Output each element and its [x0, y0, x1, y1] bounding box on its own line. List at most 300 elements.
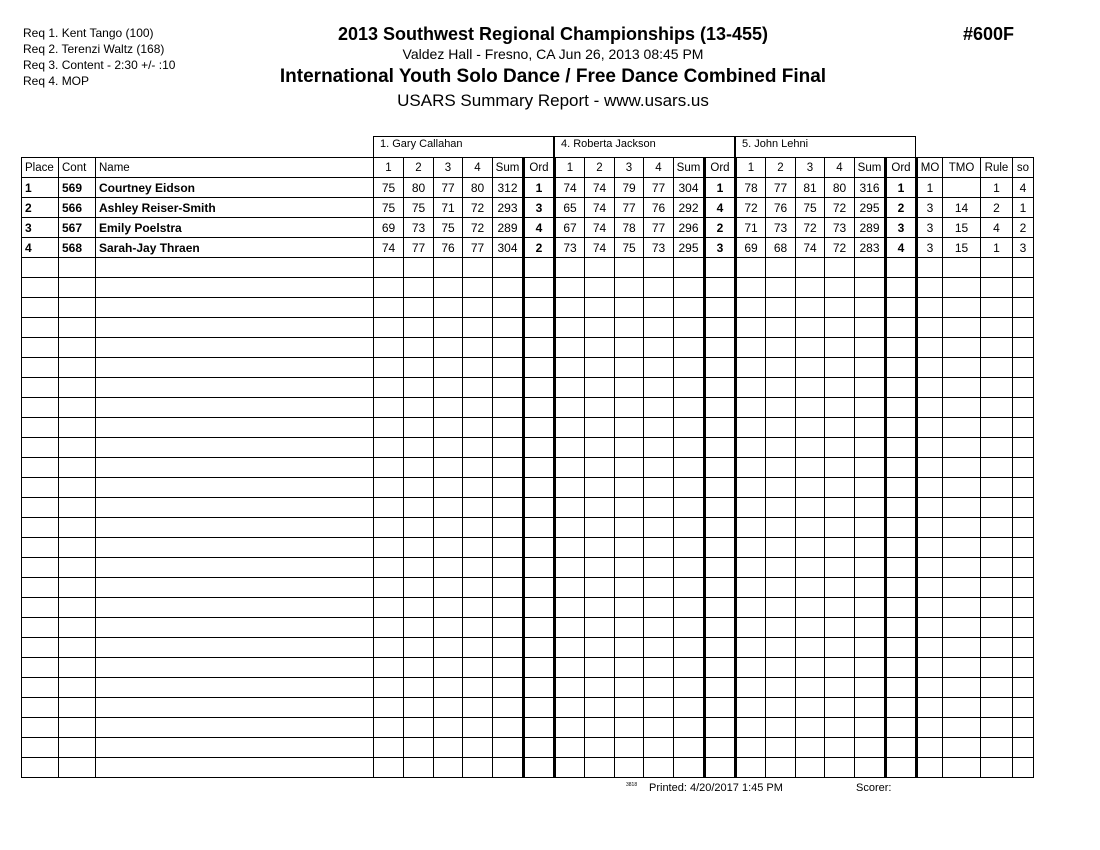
judge1-score-cell: [463, 438, 493, 458]
name-cell: Sarah-Jay Thraen: [96, 238, 374, 258]
judge2-score-cell: [674, 298, 705, 318]
judge3-score-cell: [825, 478, 855, 498]
tail-cell-0: [917, 618, 943, 638]
tail-cell-0: [917, 458, 943, 478]
judge1-score-cell: [434, 298, 463, 318]
requirement-1: Req 1. Kent Tango (100): [23, 26, 154, 40]
tail-cell-0: [917, 378, 943, 398]
table-row: [22, 318, 1034, 338]
judge2-score-cell: [615, 518, 644, 538]
judge1-score-cell: 77: [404, 238, 434, 258]
table-row: [22, 258, 1034, 278]
judge1-score-cell: 71: [434, 198, 463, 218]
tail-cell-3: 2: [1013, 218, 1034, 238]
judge3-score-cell: [825, 698, 855, 718]
judge3-score-cell: [855, 658, 886, 678]
judge3-score-cell: [825, 658, 855, 678]
judge3-score-cell: [886, 458, 917, 478]
name-cell: [96, 458, 374, 478]
judge1-score-cell: [404, 298, 434, 318]
judge1-score-cell: [404, 718, 434, 738]
judge1-score-cell: [374, 258, 404, 278]
tail-cell-3: [1013, 718, 1034, 738]
place-cell: [22, 478, 59, 498]
competition-title: 2013 Southwest Regional Championships (13-455): [337, 24, 769, 44]
judge2-score-cell: [644, 338, 674, 358]
cont-cell: [59, 678, 96, 698]
col-header-judge1-1: 2: [404, 158, 434, 178]
judge1-score-cell: [374, 378, 404, 398]
judge3-score-cell: [825, 618, 855, 638]
judge-1-header: 1. Gary Callahan: [373, 136, 554, 157]
judge3-score-cell: [736, 398, 766, 418]
judge3-score-cell: 71: [736, 218, 766, 238]
judge3-score-cell: [736, 298, 766, 318]
place-cell: [22, 598, 59, 618]
name-cell: [96, 618, 374, 638]
tail-cell-3: [1013, 278, 1034, 298]
judge2-score-cell: 295: [674, 238, 705, 258]
judge2-score-cell: [644, 618, 674, 638]
judge1-score-cell: [434, 538, 463, 558]
name-cell: [96, 518, 374, 538]
col-header-judge1-2: 3: [434, 158, 463, 178]
judge3-score-cell: [855, 478, 886, 498]
judge2-score-cell: [674, 618, 705, 638]
judge3-score-cell: 69: [736, 238, 766, 258]
judge1-score-cell: 289: [493, 218, 524, 238]
judge1-score-cell: [493, 458, 524, 478]
judge3-score-cell: [766, 478, 796, 498]
judge3-score-cell: [736, 278, 766, 298]
judge2-score-cell: [705, 498, 736, 518]
judge1-score-cell: [524, 598, 555, 618]
judge3-score-cell: [736, 758, 766, 778]
tail-cell-1: [943, 398, 981, 418]
tail-cell-2: [981, 358, 1013, 378]
judge1-score-cell: [404, 378, 434, 398]
judge3-score-cell: 289: [855, 218, 886, 238]
tail-cell-3: [1013, 458, 1034, 478]
name-cell: [96, 578, 374, 598]
judge1-score-cell: [374, 598, 404, 618]
judge2-score-cell: [555, 498, 585, 518]
judge2-score-cell: [674, 258, 705, 278]
judge2-score-cell: [555, 478, 585, 498]
judge-3-header: 5. John Lehni: [735, 136, 916, 157]
tail-cell-3: [1013, 478, 1034, 498]
judge3-score-cell: [825, 458, 855, 478]
judge1-score-cell: [463, 598, 493, 618]
judge1-score-cell: [463, 718, 493, 738]
judge3-score-cell: [886, 738, 917, 758]
judge3-score-cell: [736, 438, 766, 458]
judge1-score-cell: 72: [463, 218, 493, 238]
judge2-score-cell: [585, 318, 615, 338]
judge1-score-cell: [493, 398, 524, 418]
judge2-score-cell: [705, 458, 736, 478]
judge2-score-cell: [705, 718, 736, 738]
judge1-score-cell: [493, 678, 524, 698]
judge3-score-cell: [766, 738, 796, 758]
judge3-score-cell: [855, 518, 886, 538]
judge3-score-cell: 74: [796, 238, 825, 258]
col-header-judge2-2: 3: [615, 158, 644, 178]
judge2-score-cell: [615, 558, 644, 578]
judge3-score-cell: [736, 478, 766, 498]
col-header-judge1-4: Sum: [493, 158, 524, 178]
judge3-score-cell: [855, 678, 886, 698]
judge2-score-cell: [705, 278, 736, 298]
judge1-score-cell: 76: [434, 238, 463, 258]
tail-cell-3: [1013, 538, 1034, 558]
judge1-score-cell: 293: [493, 198, 524, 218]
judge1-score-cell: [524, 378, 555, 398]
judge2-score-cell: [555, 358, 585, 378]
judge3-score-cell: [855, 498, 886, 518]
judge1-score-cell: [493, 298, 524, 318]
judge3-score-cell: [855, 418, 886, 438]
judge3-score-cell: [766, 338, 796, 358]
cont-cell: [59, 618, 96, 638]
judge1-score-cell: 75: [434, 218, 463, 238]
judge3-score-cell: [886, 718, 917, 738]
judge3-score-cell: 4: [886, 238, 917, 258]
judge1-score-cell: [374, 618, 404, 638]
name-cell: [96, 258, 374, 278]
judge3-score-cell: [825, 758, 855, 778]
judge3-score-cell: [766, 378, 796, 398]
judge1-score-cell: [524, 718, 555, 738]
judge3-score-cell: [886, 538, 917, 558]
judge2-score-cell: [585, 458, 615, 478]
tail-cell-1: 14: [943, 198, 981, 218]
judge1-score-cell: [404, 638, 434, 658]
judge2-score-cell: 2: [705, 218, 736, 238]
judge3-score-cell: [855, 338, 886, 358]
judge2-score-cell: [585, 698, 615, 718]
tail-cell-2: [981, 738, 1013, 758]
tail-cell-1: [943, 178, 981, 198]
judge3-score-cell: [825, 418, 855, 438]
judge2-score-cell: [674, 598, 705, 618]
name-cell: [96, 418, 374, 438]
judge2-score-cell: [585, 678, 615, 698]
judge1-score-cell: 1: [524, 178, 555, 198]
judge2-score-cell: 3: [705, 238, 736, 258]
judge3-score-cell: [736, 678, 766, 698]
table-row: [22, 378, 1034, 398]
judge1-score-cell: [434, 338, 463, 358]
table-row: [22, 338, 1034, 358]
table-row: [22, 518, 1034, 538]
judge3-score-cell: [736, 458, 766, 478]
cont-cell: [59, 358, 96, 378]
tail-cell-0: [917, 398, 943, 418]
judge1-score-cell: [493, 718, 524, 738]
judge1-score-cell: 2: [524, 238, 555, 258]
name-cell: Emily Poelstra: [96, 218, 374, 238]
judge1-score-cell: [463, 338, 493, 358]
tail-cell-1: [943, 618, 981, 638]
judge3-score-cell: [886, 498, 917, 518]
table-row: [22, 678, 1034, 698]
judge2-score-cell: [705, 258, 736, 278]
judge1-score-cell: [374, 578, 404, 598]
judge2-score-cell: [705, 658, 736, 678]
judge1-score-cell: 304: [493, 238, 524, 258]
place-cell: [22, 298, 59, 318]
tail-cell-0: [917, 318, 943, 338]
judge1-score-cell: [434, 658, 463, 678]
cont-cell: 568: [59, 238, 96, 258]
judge2-score-cell: [674, 358, 705, 378]
judge1-score-cell: [404, 698, 434, 718]
name-cell: [96, 658, 374, 678]
tail-cell-0: [917, 558, 943, 578]
judge1-score-cell: [463, 398, 493, 418]
judge2-score-cell: [644, 638, 674, 658]
judge1-score-cell: [493, 478, 524, 498]
judge3-score-cell: [796, 638, 825, 658]
tail-cell-1: [943, 558, 981, 578]
judge3-score-cell: [855, 638, 886, 658]
table-row: [22, 558, 1034, 578]
tail-cell-3: [1013, 398, 1034, 418]
judge2-score-cell: 74: [585, 178, 615, 198]
judge1-score-cell: [374, 318, 404, 338]
col-header-judge1-0: 1: [374, 158, 404, 178]
place-cell: 4: [22, 238, 59, 258]
judge1-score-cell: [374, 418, 404, 438]
judge1-score-cell: [524, 658, 555, 678]
col-header-judge2-5: Ord: [705, 158, 736, 178]
judge3-score-cell: [796, 558, 825, 578]
judge2-score-cell: [585, 298, 615, 318]
tail-cell-0: [917, 498, 943, 518]
table-row: [22, 738, 1034, 758]
judge2-score-cell: [674, 538, 705, 558]
judge3-score-cell: [825, 398, 855, 418]
tail-cell-1: [943, 738, 981, 758]
judge2-score-cell: [615, 538, 644, 558]
judge3-score-cell: [796, 278, 825, 298]
judge1-score-cell: [463, 638, 493, 658]
cont-cell: [59, 578, 96, 598]
table-row: [22, 478, 1034, 498]
judge2-score-cell: [644, 738, 674, 758]
name-cell: [96, 718, 374, 738]
judge1-score-cell: [374, 718, 404, 738]
judge3-score-cell: [796, 398, 825, 418]
judge2-score-cell: [615, 598, 644, 618]
cont-cell: [59, 318, 96, 338]
judge2-score-cell: [615, 358, 644, 378]
judge2-score-cell: 74: [585, 198, 615, 218]
judge3-score-cell: [825, 598, 855, 618]
judge2-score-cell: [585, 418, 615, 438]
judge2-score-cell: [705, 638, 736, 658]
judge1-score-cell: [434, 378, 463, 398]
judge2-score-cell: 74: [585, 218, 615, 238]
col-header-judge2-0: 1: [555, 158, 585, 178]
judge3-score-cell: [825, 278, 855, 298]
judge1-score-cell: [463, 258, 493, 278]
tail-cell-2: [981, 758, 1013, 778]
judge2-score-cell: [555, 258, 585, 278]
judge2-score-cell: [674, 478, 705, 498]
judge2-score-cell: [615, 718, 644, 738]
judge2-score-cell: [644, 438, 674, 458]
judge1-score-cell: [524, 298, 555, 318]
tail-cell-0: [917, 738, 943, 758]
judge2-score-cell: [615, 478, 644, 498]
judge2-score-cell: [705, 738, 736, 758]
judge1-score-cell: [404, 738, 434, 758]
place-cell: [22, 618, 59, 638]
judge2-score-cell: [555, 278, 585, 298]
name-cell: [96, 498, 374, 518]
judge2-score-cell: [585, 598, 615, 618]
judge1-score-cell: 74: [374, 238, 404, 258]
table-row: [22, 658, 1034, 678]
tail-cell-3: 1: [1013, 198, 1034, 218]
judge3-score-cell: 316: [855, 178, 886, 198]
place-cell: [22, 458, 59, 478]
tail-cell-1: [943, 358, 981, 378]
judge3-score-cell: [766, 358, 796, 378]
col-header-place: Place: [22, 158, 59, 178]
judge2-score-cell: [644, 698, 674, 718]
table-row: [22, 618, 1034, 638]
tail-cell-2: [981, 718, 1013, 738]
judge2-score-cell: [585, 578, 615, 598]
venue-line: Valdez Hall - Fresno, CA Jun 26, 2013 08:45 PM: [402, 46, 704, 62]
judge1-score-cell: [524, 638, 555, 658]
cont-cell: [59, 738, 96, 758]
tail-cell-0: 1: [917, 178, 943, 198]
col-header-judge1-3: 4: [463, 158, 493, 178]
tail-cell-1: [943, 658, 981, 678]
judge3-score-cell: [825, 638, 855, 658]
tail-cell-0: [917, 478, 943, 498]
judge2-score-cell: [644, 598, 674, 618]
judge2-score-cell: [555, 558, 585, 578]
judge1-score-cell: [434, 698, 463, 718]
judge3-score-cell: [796, 498, 825, 518]
table-row: [22, 298, 1034, 318]
place-cell: [22, 638, 59, 658]
tail-cell-0: [917, 278, 943, 298]
tail-cell-0: [917, 598, 943, 618]
table-row: [22, 438, 1034, 458]
judge1-score-cell: [524, 678, 555, 698]
tail-cell-3: [1013, 658, 1034, 678]
judge3-score-cell: [855, 538, 886, 558]
judge3-score-cell: [855, 438, 886, 458]
judge1-score-cell: [463, 758, 493, 778]
tail-cell-3: [1013, 598, 1034, 618]
col-header-tail-1: TMO: [943, 158, 981, 178]
judge1-score-cell: [434, 598, 463, 618]
name-cell: [96, 378, 374, 398]
cont-cell: [59, 478, 96, 498]
judge2-score-cell: 79: [615, 178, 644, 198]
judge2-score-cell: [585, 738, 615, 758]
cont-cell: [59, 258, 96, 278]
judge1-score-cell: [493, 698, 524, 718]
judge3-score-cell: [766, 518, 796, 538]
judge1-score-cell: [374, 698, 404, 718]
tail-cell-1: [943, 638, 981, 658]
judge1-score-cell: [493, 338, 524, 358]
judge3-score-cell: [886, 378, 917, 398]
judge3-score-cell: [855, 558, 886, 578]
place-cell: [22, 678, 59, 698]
judge3-score-cell: [796, 678, 825, 698]
tail-cell-1: [943, 578, 981, 598]
judge2-score-cell: [644, 538, 674, 558]
judge2-score-cell: [585, 378, 615, 398]
judge2-score-cell: [674, 738, 705, 758]
judge2-score-cell: [674, 698, 705, 718]
name-cell: [96, 338, 374, 358]
judge2-score-cell: 77: [615, 198, 644, 218]
tail-cell-2: [981, 578, 1013, 598]
judge2-score-cell: [644, 318, 674, 338]
judge1-score-cell: [524, 318, 555, 338]
tail-cell-2: [981, 398, 1013, 418]
judge3-score-cell: [796, 758, 825, 778]
place-cell: [22, 558, 59, 578]
judge2-score-cell: [705, 538, 736, 558]
judge1-score-cell: [434, 618, 463, 638]
judge3-score-cell: [796, 338, 825, 358]
judge1-score-cell: [374, 498, 404, 518]
col-header-tail-2: Rule: [981, 158, 1013, 178]
judge3-score-cell: [886, 698, 917, 718]
judge1-score-cell: [434, 718, 463, 738]
judge3-score-cell: 295: [855, 198, 886, 218]
judge3-score-cell: [736, 418, 766, 438]
place-cell: [22, 738, 59, 758]
judge1-score-cell: [463, 518, 493, 538]
tail-cell-1: [943, 378, 981, 398]
judge3-score-cell: [766, 758, 796, 778]
judge2-score-cell: [674, 458, 705, 478]
judge3-score-cell: 80: [825, 178, 855, 198]
judge3-score-cell: [736, 378, 766, 398]
judge1-score-cell: [463, 458, 493, 478]
requirements-list: [23, 25, 175, 89]
judge1-score-cell: [404, 418, 434, 438]
judge3-score-cell: [825, 538, 855, 558]
judge2-score-cell: 77: [644, 218, 674, 238]
judge2-score-cell: [674, 758, 705, 778]
table-row: [22, 358, 1034, 378]
place-cell: [22, 418, 59, 438]
judge3-score-cell: [766, 398, 796, 418]
name-cell: [96, 678, 374, 698]
tail-cell-1: [943, 718, 981, 738]
place-cell: [22, 398, 59, 418]
tail-cell-0: [917, 358, 943, 378]
judge1-score-cell: [493, 738, 524, 758]
judge1-score-cell: [374, 758, 404, 778]
judge3-score-cell: [736, 498, 766, 518]
judge1-score-cell: 69: [374, 218, 404, 238]
judge3-score-cell: [886, 398, 917, 418]
